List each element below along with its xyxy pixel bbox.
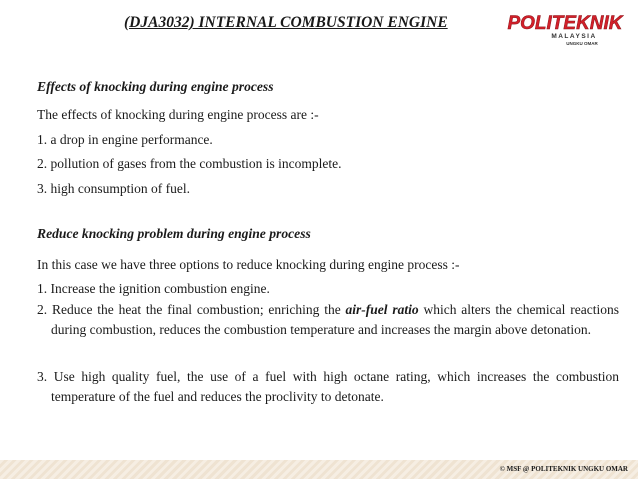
reduce-item-2-text-b: which alters the chemical reactions during combustion, reduces the combustion temperature and increases the margin above detonation.	[51, 302, 619, 337]
effects-item-2: 2. pollution of gases from the combustion is incomplete.	[37, 156, 342, 171]
logo-campus: UNGKU OMAR	[566, 41, 598, 46]
effects-item-3: 3. high consumption of fuel.	[37, 181, 190, 196]
reduce-item-2	[37, 300, 619, 339]
reduce-item-2-text-a: 2. Reduce the heat the final combustion; enriching the	[37, 302, 346, 317]
effects-intro: The effects of knocking during engine process are :-	[37, 107, 319, 122]
section-heading-effects: Effects of knocking during engine process	[37, 79, 274, 94]
reduce-intro: In this case we have three options to reduce knocking during engine process :-	[37, 257, 460, 272]
page-title: (DJA3032) INTERNAL COMBUSTION ENGINE	[124, 14, 448, 31]
effects-item-1: 1. a drop in engine performance.	[37, 132, 213, 147]
politeknik-logo	[506, 8, 624, 48]
reduce-item-3: 3. Use high quality fuel, the use of a fuel with high octane rating, which increases the combustion temperature of the fuel and reduces the proclivity to detonate.	[37, 369, 619, 404]
logo-name: POLITEKNIK	[507, 13, 623, 34]
reduce-item-1: 1. Increase the ignition combustion engine.	[37, 281, 270, 296]
section-heading-reduce: Reduce knocking problem during engine process	[37, 226, 311, 241]
logo-country: MALAYSIA	[551, 33, 597, 40]
air-fuel-ratio-highlight: air-fuel ratio	[345, 302, 419, 317]
footer-copyright: © MSF @ POLITEKNIK UNGKU OMAR	[499, 465, 628, 473]
